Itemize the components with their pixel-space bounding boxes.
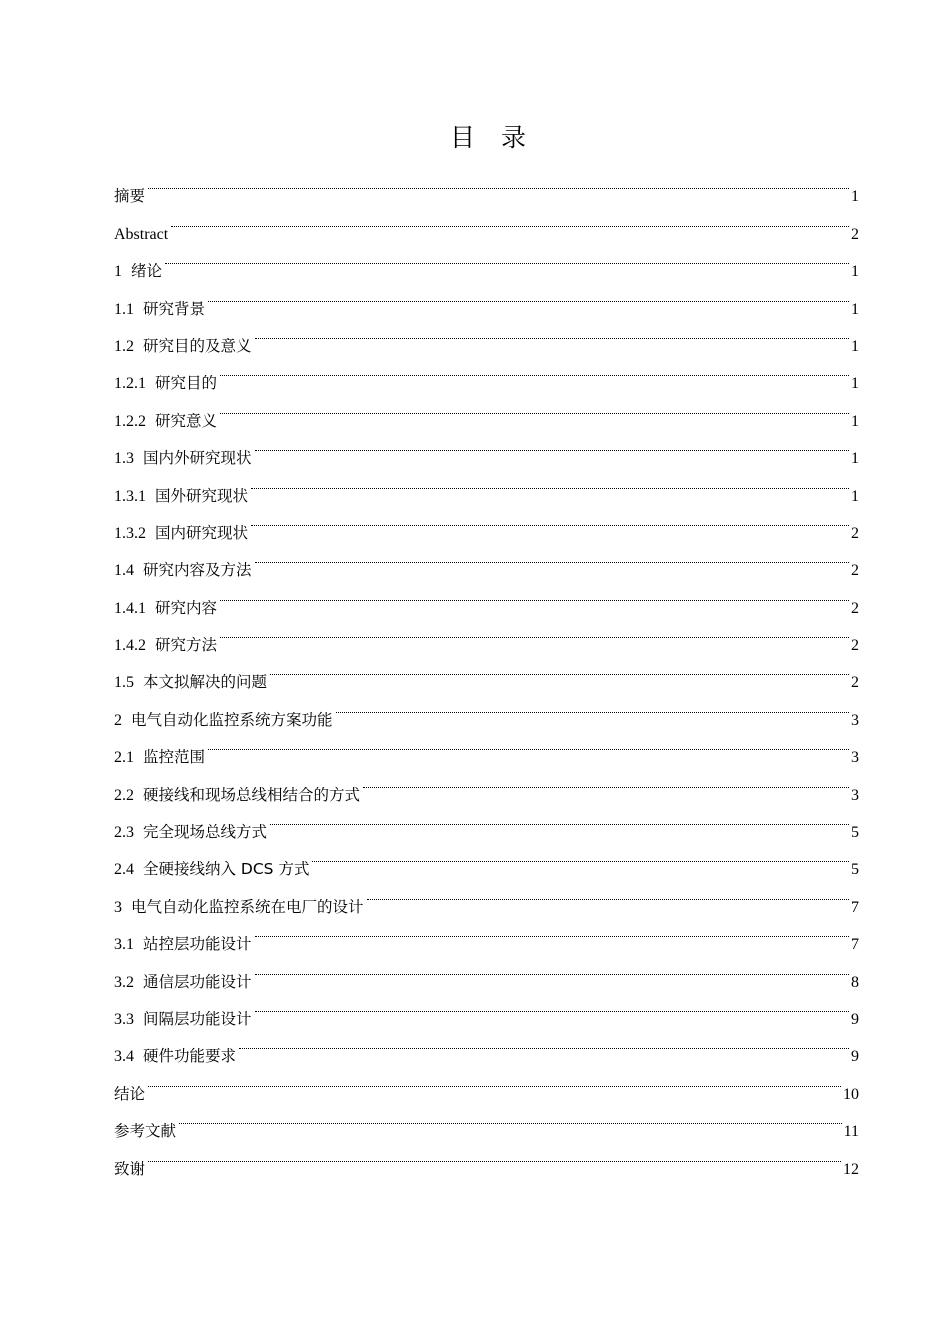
toc-entry-title: 通信层功能设计 [143,972,252,991]
toc-entry-number: 1.3.1 [114,487,146,505]
toc-entry-title: 硬件功能要求 [143,1047,237,1066]
toc-entry-page-number: 1 [851,412,859,430]
toc-entry-page-number: 9 [851,1048,859,1066]
toc-entry-title: 研究内容 [155,598,218,617]
table-of-contents [114,164,859,1178]
toc-entry-number: 1.4.2 [114,637,146,655]
toc-entry[interactable] [114,276,859,318]
toc-entry-title: 研究意义 [155,411,218,430]
toc-entry[interactable] [114,164,859,206]
toc-entry-title: 致谢 [114,1159,146,1178]
toc-dot-leader [208,725,849,762]
toc-entry[interactable] [114,725,859,767]
toc-entry-number: 1.2.1 [114,375,146,393]
toc-entry-number: 1.2 [114,337,134,355]
toc-entry-number: 1.2.2 [114,412,146,430]
toc-dot-leader [220,613,849,650]
toc-entry-page-number: 3 [851,749,859,767]
toc-entry-page-number: 2 [851,225,859,243]
toc-entry-page-number: 12 [843,1160,859,1178]
toc-entry-number: 3 [114,898,122,916]
toc-entry[interactable] [114,388,859,430]
toc-dot-leader [220,575,849,612]
toc-entry-title: 完全现场总线方式 [143,823,268,842]
toc-entry[interactable] [114,1061,859,1103]
toc-entry-page-number: 2 [851,524,859,542]
toc-entry[interactable] [114,613,859,655]
toc-entry-page-number: 9 [851,1010,859,1028]
toc-entry[interactable] [114,201,859,243]
toc-dot-leader [148,1136,841,1173]
toc-entry[interactable] [114,426,859,468]
toc-entry-number: 1.3 [114,450,134,468]
toc-entry-number: 2.1 [114,749,134,767]
toc-entry-title: 国内外研究现状 [143,449,252,468]
toc-entry[interactable] [114,650,859,692]
toc-dot-leader [239,1024,849,1061]
toc-entry-page-number: 11 [843,1123,859,1141]
toc-entry-page-number: 7 [851,898,859,916]
toc-entry-page-number: 10 [843,1085,859,1103]
toc-entry-page-number: 2 [851,637,859,655]
toc-entry-title: 电气自动化监控系统在电厂的设计 [131,897,364,916]
toc-entry[interactable] [114,1136,859,1178]
title-char-1: 目 [449,123,475,152]
toc-entry-number: 3.2 [114,973,134,991]
toc-dot-leader [251,463,849,500]
toc-entry-title: Abstract [114,225,169,243]
toc-dot-leader [255,314,849,351]
toc-dot-leader [255,426,849,463]
toc-entry-page-number: 2 [851,599,859,617]
toc-entry-page-number: 8 [851,973,859,991]
toc-entry-number: 2.3 [114,824,134,842]
toc-dot-leader [270,800,849,837]
toc-entry[interactable] [114,575,859,617]
toc-entry-number: 1.1 [114,300,134,318]
toc-entry-number: 2 [114,711,122,729]
toc-dot-leader [336,687,849,724]
toc-entry-number: 1.5 [114,674,134,692]
toc-dot-leader [363,762,849,799]
toc-entry[interactable] [114,239,859,281]
toc-entry-page-number: 1 [851,337,859,355]
toc-entry-page-number: 5 [851,824,859,842]
toc-dot-leader [148,1061,841,1098]
toc-dot-leader [148,164,849,201]
toc-entry-title: 研究内容及方法 [143,561,252,580]
toc-dot-leader [165,239,849,276]
toc-dot-leader [255,987,849,1024]
toc-entry-number: 1.4.1 [114,599,146,617]
toc-entry-title: 监控范围 [143,748,206,767]
toc-entry-title: 摘要 [114,187,146,206]
toc-entry-number: 3.3 [114,1010,134,1028]
toc-entry-title: 国外研究现状 [155,486,249,505]
toc-entry-page-number: 1 [851,487,859,505]
title-char-2: 录 [501,123,527,152]
toc-dot-leader [255,912,849,949]
toc-entry-page-number: 3 [851,786,859,804]
toc-dot-leader [251,501,849,538]
toc-entry-number: 3.1 [114,936,134,954]
toc-entry-title: 结论 [114,1084,146,1103]
toc-entry-title: 硬接线和现场总线相结合的方式 [143,785,361,804]
toc-entry-page-number: 1 [851,188,859,206]
toc-entry-title: 国内研究现状 [155,523,249,542]
toc-entry[interactable] [114,1099,859,1141]
toc-dot-leader [255,538,849,575]
toc-entry-title: 全硬接线纳入 DCS 方式 [143,860,310,879]
toc-entry[interactable] [114,314,859,355]
toc-entry-title: 间隔层功能设计 [143,1009,252,1028]
toc-entry-title: 研究背景 [143,299,206,318]
toc-entry-title: 研究方法 [155,636,218,655]
toc-entry-page-number: 2 [851,674,859,692]
toc-entry-page-number: 1 [851,375,859,393]
toc-dot-leader [208,276,849,313]
toc-entry-page-number: 1 [851,450,859,468]
toc-entry-page-number: 7 [851,936,859,954]
toc-entry-page-number: 2 [851,562,859,580]
toc-entry[interactable] [114,351,859,393]
page-title [0,118,950,158]
toc-entry-title: 站控层功能设计 [143,935,252,954]
toc-entry-page-number: 1 [851,300,859,318]
toc-entry-number: 2.4 [114,861,134,879]
toc-entry-title: 绪论 [131,262,163,281]
toc-dot-leader [179,1099,842,1136]
toc-dot-leader [171,201,849,238]
toc-dot-leader [367,874,849,911]
toc-entry-number: 2.2 [114,786,134,804]
toc-entry-title: 本文拟解决的问题 [143,673,268,692]
toc-dot-leader [270,650,849,687]
toc-entry-title: 研究目的 [155,374,218,393]
toc-entry-page-number: 5 [851,861,859,879]
toc-entry-title: 参考文献 [114,1122,177,1141]
toc-entry-title: 研究目的及意义 [143,336,252,355]
toc-dot-leader [220,351,849,388]
toc-entry-number: 1.4 [114,562,134,580]
toc-entry-title: 电气自动化监控系统方案功能 [131,710,333,729]
toc-entry[interactable] [114,762,859,804]
toc-entry-page-number: 1 [851,263,859,281]
toc-entry-page-number: 3 [851,711,859,729]
toc-entry-number: 1.3.2 [114,524,146,542]
toc-dot-leader [220,388,849,425]
toc-dot-leader [255,949,849,986]
toc-entry-number: 3.4 [114,1048,134,1066]
toc-dot-leader [312,837,849,874]
toc-entry-number: 1 [114,263,122,281]
